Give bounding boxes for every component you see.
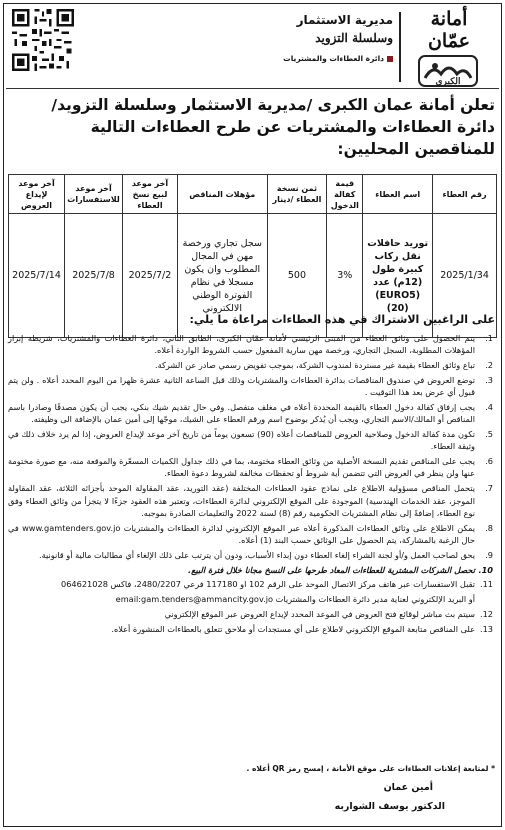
svg-text:الكبرى: الكبرى [435, 77, 461, 87]
cell-copy-price: 500 [267, 214, 327, 338]
cell-qualifications: سجل تجاري ورخصة مهن في المجال المطلوب وان يكون مسجلا في نظام الفوترة الوطني الالكتروني [177, 214, 267, 338]
condition-item: 8. يمكن الاطلاع على وثائق العطاءات المذكورة أعلاه عبر الموقع الإلكتروني لدائرة العطاءات والمشتريات www.gamtenders.gov.jo في حال الرغبة بالمشاركة، يتم الحصول على الوثائق حسب البند (1) أعلاه. [8, 522, 493, 545]
condition-item: 2. تباع وثائق العطاء بقيمة غير مستردة لمندوب الشركة، بموجب تفويض رسمي صادر عن الشركة. [155, 360, 493, 371]
condition-item: 7. يتحمل المناقص مسؤولية الاطلاع على نماذج عقود العطاءات المختلفة (عقد التوريد، عقد المقاولة الموحد بأجزائه الثلاثة، عقد المقاولة الموجز، عقد الخدمات الهندسية) الموجودة على الموقع الإلكتروني لدائرة العطاءات، وتعتبر هذه العقود جزءًا لا يتجزأ من وثائق العطاء وفق نوع العطاء، إضافةً إلى نظام المشتريات الحكومية رقم (8) لسنة 2022 والتعليمات الصادرة بموجبه. [8, 483, 493, 518]
amman-emblem-icon [417, 54, 479, 88]
condition-item: 12. سيتم بث مباشر لوقائع فتح العروض في الموعد المحدد لإيداع العروض عبر الموقع الإلكتروني [164, 608, 493, 619]
table-header-row [9, 175, 497, 214]
announcement-title: تعلن أمانة عمان الكبرى /مديرية الاستثمار وسلسلة التزويد/ دائرة العطاءات والمشتريات عن طرح العطاءات التالية للمناقصين المحليين: [51, 96, 495, 158]
col-submission-deadline: آخر موعد لإيداع العروض [9, 175, 65, 214]
condition-item: 9. يحق لصاحب العمل و/أو لجنة الشراء إلغاء العطاء دون إبداء الأسباب، ودون أن يترتب على ذلك الإلغاء أي مطالبات مالية أو قانونية. [39, 549, 493, 560]
condition-item: 3. توضع العروض في صندوق المناقصات بدائرة العطاءات والمشتريات وذلك قبل الساعة الثانية عشرة ظهرا من اليوم المحدد أعلاه . ولن يتم قبول أي عرض بعد هذا التوقيت . [8, 374, 493, 398]
dept-line-2: وسلسلة التزويد [315, 31, 393, 45]
department-block [263, 12, 393, 67]
condition-item: 5. تكون مدة كفالة الدخول وصلاحية العروض للمناقصات أعلاه (90) تسعون يوماً من تاريخ آخر موعد لإيداع العروض، إذا لم يرد خلاف ذلك في وثيقة العطاء. [8, 429, 493, 452]
cell-inquiry-deadline: 2025/7/8 [65, 214, 123, 338]
header-divider [399, 12, 401, 82]
condition-item-email: أو البريد الإلكتروني لعناية مدير دائرة العطاءات والمشتريات email:gam.tenders@ammancity.gov.jo [115, 594, 475, 605]
col-bond-value: قيمة كفالة الدخول [327, 175, 363, 214]
condition-item: 6. يجب على المناقص تقديم النسخة الأصلية من وثائق العطاء مختومة، بما في ذلك جداول الكميات المسعّرة والموقعة منه، مع صورة مختومة عنها ولن ينظر في العروض التي تتضمن أية شروط أو تحفظات مخالفة لشروط دعوة العطاء. [8, 456, 493, 479]
col-tender-name: اسم العطاء [363, 175, 433, 214]
col-tender-number: رقم العطاء [433, 175, 497, 214]
dept-line-3: دائرة العطاءات والمشتريات [263, 51, 393, 67]
cell-sale-deadline: 2025/7/2 [123, 214, 178, 338]
logo-text: أمانة عمّان [427, 8, 471, 52]
col-sale-deadline: آخر موعد لبيع نسخ العطاء [123, 175, 178, 214]
cell-submission-deadline: 2025/7/14 [9, 214, 65, 338]
qr-note: * لمتابعة إعلانات العطاءات على موقع الأمانة ، إمسح رمز QR أعلاه . [246, 764, 495, 773]
signature-title: أمين عمان [383, 782, 433, 793]
cell-bond-value: 3% [327, 214, 363, 338]
condition-item: 11. تقبل الاستفسارات عبر هاتف مركز الاتصال الموحد على الرقم 102 او 117180 فرعي 2480/2207، فاكس 064621028 [61, 579, 493, 590]
condition-item: 13. على المناقص متابعة الموقع الإلكتروني لاطلاع على أي مستجدات أو ملاحق تتعلق بالعطاءات المنشورة أعلاه. [111, 623, 493, 634]
dept-line-1: مديرية الاستثمار [296, 13, 393, 27]
condition-item: 10. تحصل الشركات المشترية للعطاءات المعاد طرحها على النسخ مجانا خلال فترة البيع. [188, 564, 493, 575]
qr-code-icon[interactable] [12, 8, 74, 72]
col-qualifications: مؤهلات المناقص [177, 175, 267, 214]
bullet-square-icon [387, 56, 393, 62]
condition-item: 1. يتم الحصول على وثائق العطاء من المبنى الرئيسي لأمانة عمّان الكبرى، الطابق الثاني، دائرة العطاءات والمشتريات، شريطة إبراز المؤهلات المطلوبة، السجل التجاري، ورخصة مهن سارية المفعول حسب الشروط الواردة أعلاه. [8, 333, 493, 356]
amman-logo [405, 8, 493, 88]
cell-tender-number: 2025/1/34 [433, 214, 497, 338]
condition-item: 4. يجب إرفاق كفالة دخول العطاء بالقيمة المحددة أعلاه في مغلف منفصل. وفي حال تقديم شيك بنكي، يجب أن يكون مصدقًا وصادرا باسم المناقص أو المالك/الاسم التجاري، ويجب أن يُذكر بوضوح اسم ورقم العطاء على الشيك، موجّها إلى أمين عمان بالإضافة الى وظيفته. [8, 401, 493, 425]
signature-name: الدكتور يوسف الشواربه [334, 801, 445, 812]
col-inquiry-deadline: آخر موعد للاستفسارات [65, 175, 123, 214]
conditions-list [8, 332, 495, 638]
col-copy-price: ثمن نسخة العطاء /دينار [267, 175, 327, 214]
conditions-heading: على الراغبين الاشتراك في هذه العطاءات مراعاة ما يلي: [189, 313, 495, 326]
header-rule [6, 88, 499, 89]
cell-tender-name: توريد حافلات نقل ركاب كبيرة طول (12م) عدد (EURO5) (20) [363, 214, 433, 338]
